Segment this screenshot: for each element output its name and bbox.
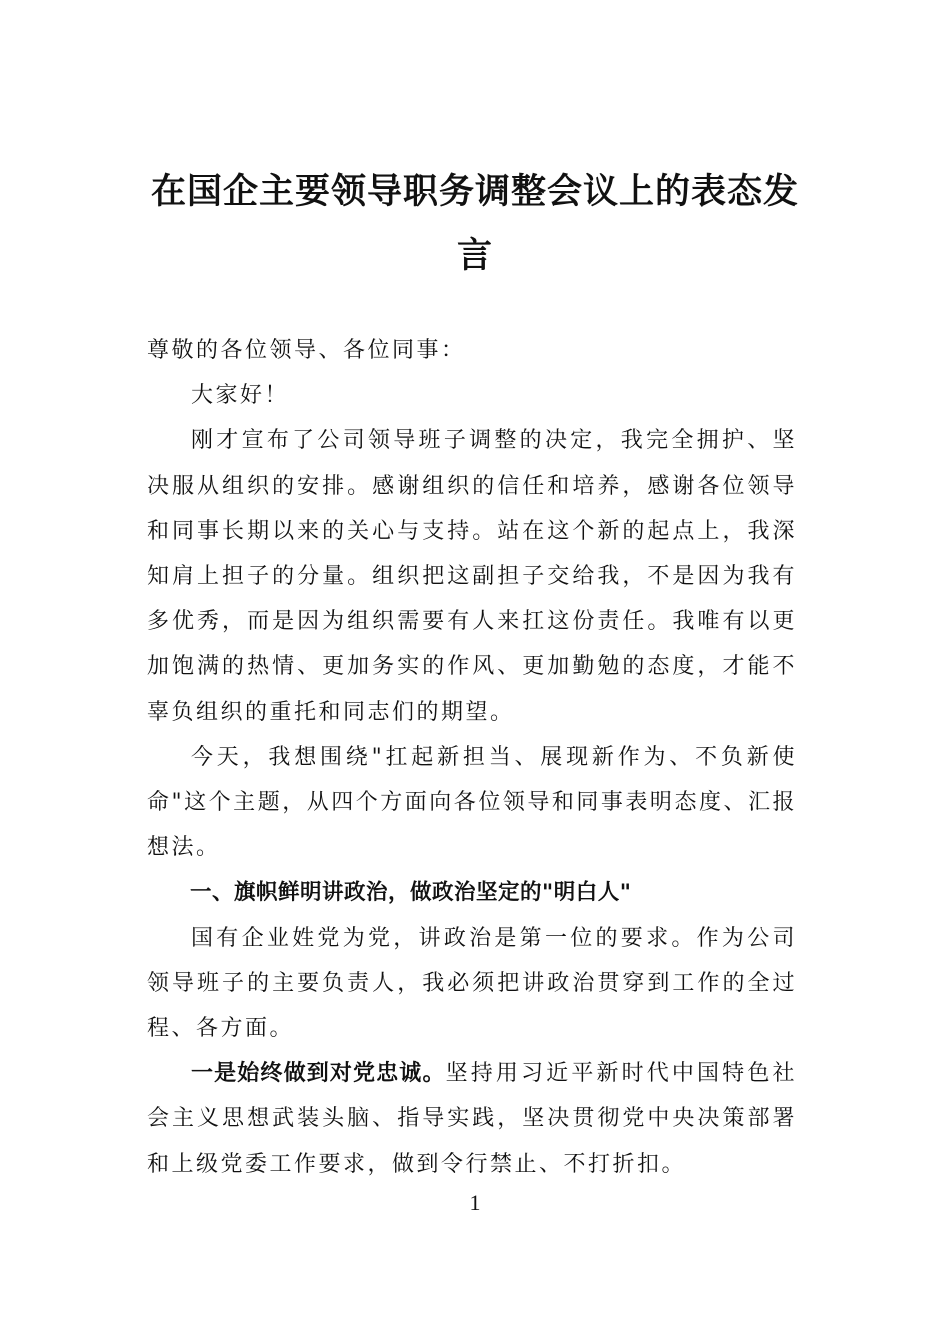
page-number: 1 bbox=[469, 1190, 481, 1215]
document-title: 在国企主要领导职务调整会议上的表态发言 bbox=[150, 171, 799, 276]
paragraph-loyalty-text: 坚持用习近平新时代中国特色社会主义思想武装头脑、指导实践，坚决贯彻党中央决策部署和上级党委工作要求，做到令行禁止、不打折扣。 bbox=[147, 1061, 797, 1177]
paragraph-politics: 国有企业姓党为党，讲政治是第一位的要求。作为公司领导班子的主要负责人，我必须把讲政治贯穿到工作的全过程、各方面。 bbox=[147, 925, 797, 1042]
greeting: 大家好！ bbox=[191, 383, 290, 409]
document-body bbox=[147, 328, 797, 1187]
paragraph-loyalty bbox=[147, 1051, 797, 1187]
paragraph-lead: 一是始终做到对党忠诚。 bbox=[191, 1061, 446, 1087]
section-heading-1: 一、旗帜鲜明讲政治，做政治坚定的"明白人" bbox=[190, 880, 632, 906]
salutation: 尊敬的各位领导、各位同事： bbox=[147, 338, 466, 363]
paragraph-intro: 刚才宣布了公司领导班子调整的决定，我完全拥护、坚决服从组织的安排。感谢组织的信任和培养，感谢各位领导和同事长期以来的关心与支持。站在这个新的起点上，我深知肩上担子的分量。组织把这副担子交给我，不是因为我有多优秀，而是因为组织需要有人来扛这份责任。我唯有以更加饱满的热情、更加务实的作风、更加勤勉的态度，才能不辜负组织的重托和同志们的期望。 bbox=[147, 428, 797, 725]
paragraph-theme: 今天，我想围绕"扛起新担当、展现新作为、不负新使命"这个主题，从四个方面向各位领导和同事表明态度、汇报想法。 bbox=[147, 744, 797, 861]
